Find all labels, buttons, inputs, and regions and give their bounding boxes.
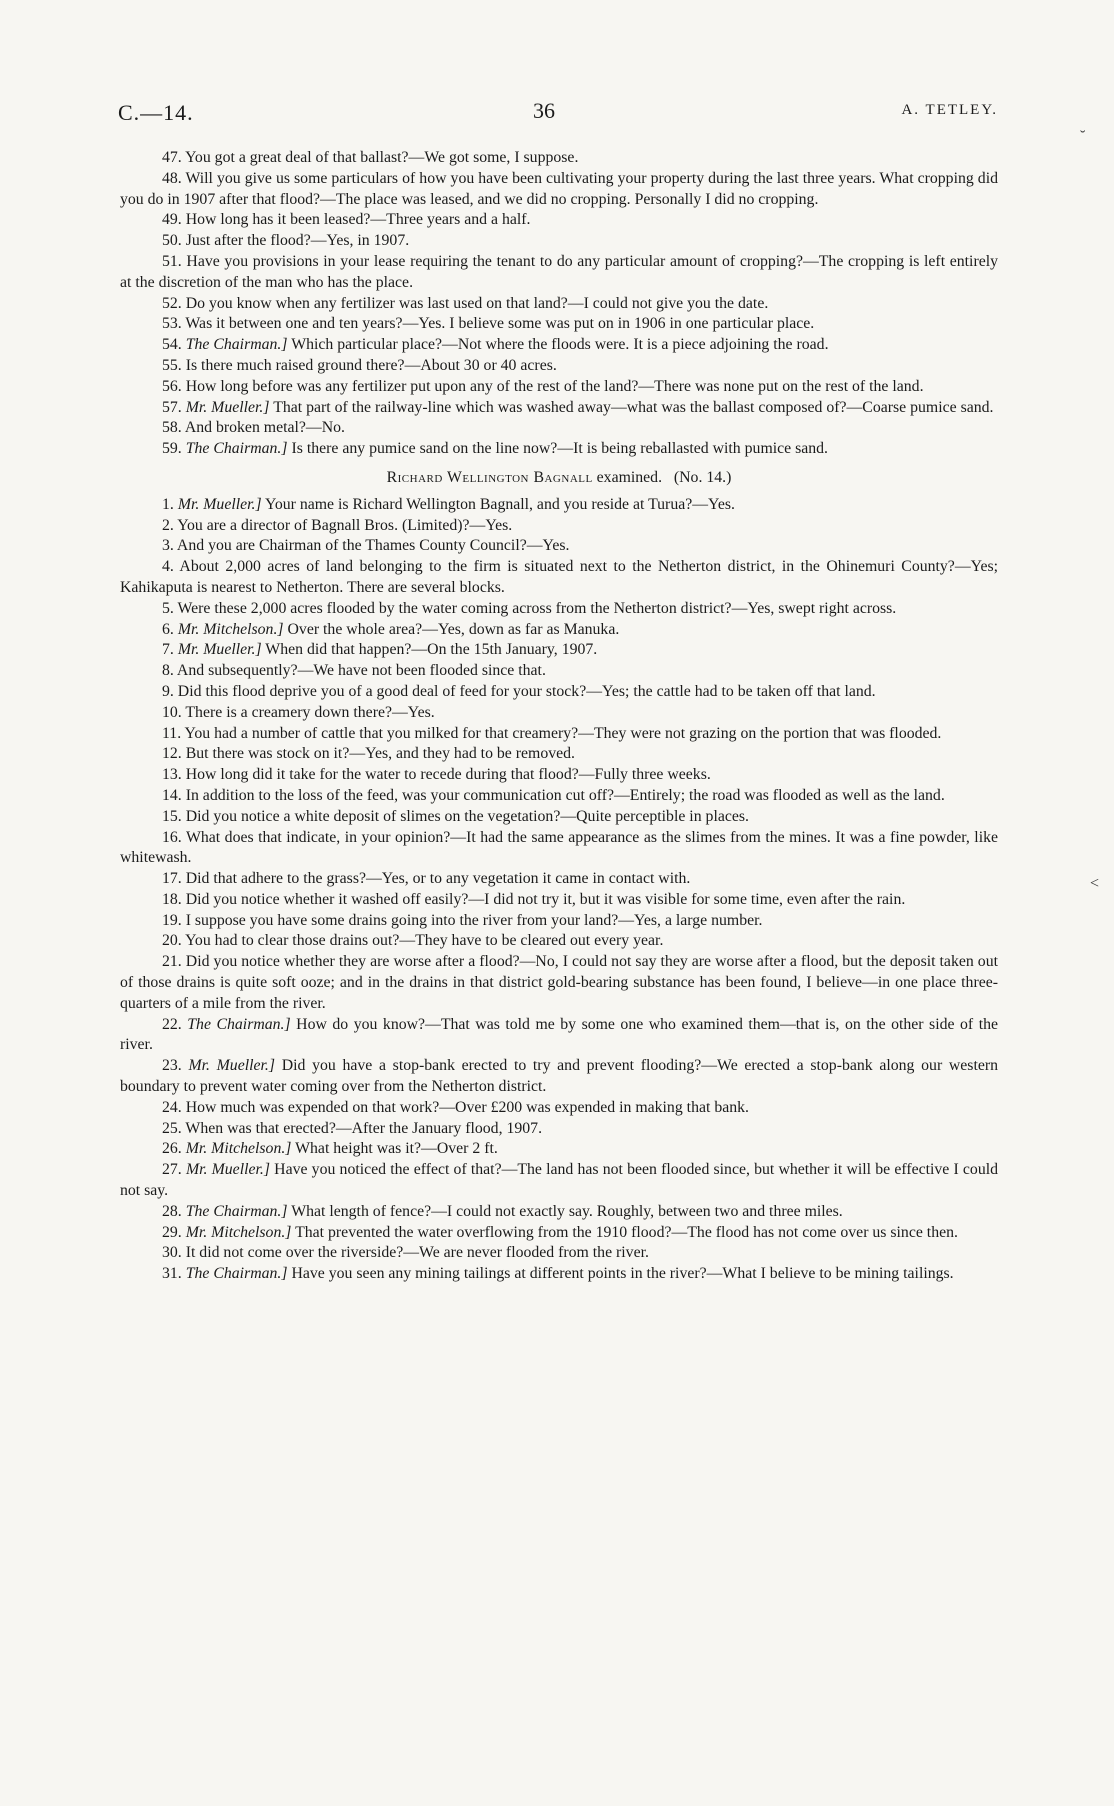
- question-answer-text: 19. I suppose you have some drains going into the river from your land?—Yes, a large number.: [162, 911, 763, 929]
- question-answer-text: 49. How long has it been leased?—Three years and a half.: [162, 211, 531, 229]
- question-answer-text: 30. It did not come over the riverside?—We are never flooded from the river.: [162, 1244, 649, 1262]
- question-answer-text: That part of the railway-line which was washed away—what was the ballast composed of?—Coarse pumice sand.: [273, 398, 994, 416]
- question-answer-text: 2. You are a director of Bagnall Bros. (Limited)?—Yes.: [162, 516, 513, 534]
- testimony-paragraph: [120, 807, 998, 828]
- testimony-paragraph: [120, 620, 998, 641]
- question-answer-text: 17. Did that adhere to the grass?—Yes, or to any vegetation it came in contact with.: [162, 870, 691, 888]
- testimony-paragraph: [120, 210, 998, 231]
- question-answer-text: 53. Was it between one and ten years?—Yes. I believe some was put on in 1906 in one particular place.: [162, 315, 815, 333]
- witness-2-testimony: [120, 495, 998, 1285]
- testimony-paragraph: [120, 356, 998, 377]
- testimony-paragraph: [120, 398, 998, 419]
- question-number: 23.: [162, 1057, 182, 1075]
- testimony-paragraph: [120, 169, 998, 211]
- question-answer-text: 11. You had a number of cattle that you milked for that creamery?—They were not grazing on the portion that was flooded.: [162, 724, 942, 742]
- question-answer-text: Did you have a stop-bank erected to try and prevent flooding?—We erected a stop-bank along our western boundary to prevent water coming over from the Netherton district.: [120, 1057, 999, 1096]
- question-answer-text: 58. And broken metal?—No.: [162, 419, 345, 437]
- speaker-label: Mr. Mueller.]: [177, 641, 262, 659]
- question-answer-text: When did that happen?—On the 15th January, 1907.: [265, 641, 598, 659]
- question-answer-text: How do you know?—That was told me by some one who examined them—that is, on the other side of the river.: [120, 1015, 998, 1054]
- question-number: 26.: [162, 1140, 182, 1158]
- speaker-label: The Chairman.]: [185, 1265, 288, 1283]
- question-answer-text: Over the whole area?—Yes, down as far as Manuka.: [287, 620, 620, 638]
- testimony-paragraph: [120, 314, 998, 335]
- speaker-label: The Chairman.]: [185, 1202, 288, 1220]
- question-answer-text: Have you seen any mining tailings at different points in the river?—What I believe to be mining tailings.: [291, 1265, 954, 1283]
- examined-label: examined.: [596, 468, 663, 486]
- testimony-paragraph: [120, 557, 998, 599]
- question-number: 57.: [162, 398, 182, 416]
- testimony-paragraph: [120, 1056, 998, 1098]
- margin-mark: ˘: [1080, 128, 1086, 145]
- question-number: 27.: [162, 1161, 182, 1179]
- question-answer-text: 13. How long did it take for the water to recede during that flood?—Fully three weeks.: [162, 766, 711, 784]
- testimony-paragraph: [120, 1264, 998, 1285]
- testimony-paragraph: [120, 661, 998, 682]
- testimony-paragraph: [120, 252, 998, 294]
- speaker-label: Mr. Mitchelson.]: [185, 1140, 292, 1158]
- testimony-paragraph: [120, 536, 998, 557]
- question-number: 29.: [162, 1223, 182, 1241]
- testimony-paragraph: [120, 495, 998, 516]
- testimony-paragraph: [120, 148, 998, 169]
- testimony-paragraph: [120, 682, 998, 703]
- testimony-paragraph: [120, 703, 998, 724]
- question-number: 31.: [162, 1265, 182, 1283]
- question-number: 59.: [162, 440, 182, 458]
- question-answer-text: 51. Have you provisions in your lease requiring the tenant to do any particular amount of cropping?—The cropping is left entirely at the discretion of the man who has the place.: [120, 252, 998, 291]
- question-answer-text: 10. There is a creamery down there?—Yes.: [162, 703, 435, 721]
- margin-mark: ˂: [1090, 875, 1100, 892]
- testimony-paragraph: [120, 1098, 998, 1119]
- testimony-paragraph: [120, 724, 998, 745]
- question-answer-text: Is there any pumice sand on the line now?—It is being reballasted with pumice sand.: [291, 440, 828, 458]
- question-answer-text: 5. Were these 2,000 acres flooded by the water coming across from the Netherton district?—Yes, swept right across.: [162, 599, 897, 617]
- testimony-paragraph: [120, 599, 998, 620]
- testimony-paragraph: [120, 1223, 998, 1244]
- witness-number: (No. 14.): [673, 468, 732, 486]
- question-answer-text: 20. You had to clear those drains out?—They have to be cleared out every year.: [162, 932, 664, 950]
- testimony-paragraph: [120, 1015, 998, 1057]
- question-answer-text: 24. How much was expended on that work?—Over £200 was expended in making that bank.: [162, 1098, 749, 1116]
- speaker-label: Mr. Mueller.]: [185, 398, 270, 416]
- testimony-paragraph: [120, 869, 998, 890]
- question-answer-text: What height was it?—Over 2 ft.: [295, 1140, 498, 1158]
- question-answer-text: 52. Do you know when any fertilizer was last used on that land?—I could not give you the date.: [162, 294, 769, 312]
- testimony-paragraph: [120, 1160, 998, 1202]
- testimony-paragraph: [120, 828, 998, 870]
- question-answer-text: 12. But there was stock on it?—Yes, and they had to be removed.: [162, 745, 575, 763]
- question-answer-text: 9. Did this flood deprive you of a good deal of feed for your stock?—Yes; the cattle had to be taken off that land.: [162, 682, 876, 700]
- question-answer-text: 21. Did you notice whether they are worse after a flood?—No, I could not say they are worse after a flood, but the deposit taken out of those drains is quite soft ooze; and in the drains in that district gold-bearing substance has been found, I believe—in one place three-quarters of a mile from the river.: [120, 953, 998, 1012]
- testimony-paragraph: [120, 231, 998, 252]
- question-answer-text: 4. About 2,000 acres of land belonging to the firm is situated next to the Netherton district, in the Ohinemuri County?—Yes; Kahikaputa is nearest to Netherton. There are several blocks.: [120, 558, 998, 596]
- question-answer-text: 14. In addition to the loss of the feed, was your communication cut off?—Entirely; the road was flooded as well as the land.: [162, 786, 945, 804]
- document-body: [120, 148, 998, 1285]
- question-answer-text: 56. How long before was any fertilizer put upon any of the rest of the land?—There was none put on the rest of the land.: [162, 377, 924, 395]
- question-answer-text: 55. Is there much raised ground there?—About 30 or 40 acres.: [162, 356, 557, 374]
- header-paper-number: C.—14.: [118, 100, 194, 125]
- header-witness-name: A. TETLEY.: [901, 102, 998, 118]
- speaker-label: Mr. Mueller.]: [185, 1161, 270, 1179]
- question-number: 22.: [162, 1015, 182, 1033]
- speaker-label: Mr. Mueller.]: [188, 1057, 275, 1075]
- section-heading: [120, 468, 998, 489]
- testimony-paragraph: [120, 931, 998, 952]
- question-answer-text: 8. And subsequently?—We have not been flooded since that.: [162, 662, 546, 680]
- speaker-label: The Chairman.]: [187, 1015, 291, 1033]
- testimony-paragraph: [120, 786, 998, 807]
- witness-1-testimony: [120, 148, 998, 460]
- testimony-paragraph: [120, 1119, 998, 1140]
- question-number: 54.: [162, 336, 182, 354]
- testimony-paragraph: [120, 439, 998, 460]
- page-header: [118, 100, 998, 130]
- question-answer-text: 50. Just after the flood?—Yes, in 1907.: [162, 232, 410, 250]
- testimony-paragraph: [120, 1202, 998, 1223]
- witness-name: Richard Wellington Bagnall: [386, 468, 593, 486]
- question-number: 1.: [162, 495, 174, 513]
- speaker-label: The Chairman.]: [185, 336, 288, 354]
- question-answer-text: That prevented the water overflowing from the 1910 flood?—The flood has not come over us since then.: [295, 1223, 958, 1241]
- header-page-number: 36: [533, 98, 555, 123]
- question-answer-text: 47. You got a great deal of that ballast?—We got some, I suppose.: [162, 149, 579, 166]
- testimony-paragraph: [120, 1139, 998, 1160]
- question-answer-text: 15. Did you notice a white deposit of slimes on the vegetation?—Quite perceptible in places.: [162, 807, 749, 825]
- testimony-paragraph: [120, 911, 998, 932]
- testimony-paragraph: [120, 952, 998, 1014]
- question-answer-text: 3. And you are Chairman of the Thames County Council?—Yes.: [162, 537, 570, 555]
- question-number: 7.: [162, 641, 174, 659]
- question-answer-text: Have you noticed the effect of that?—The land has not been flooded since, but whether it will be effective I could not say.: [120, 1161, 999, 1200]
- testimony-paragraph: [120, 294, 998, 315]
- testimony-paragraph: [120, 640, 998, 661]
- question-number: 28.: [162, 1202, 182, 1220]
- testimony-paragraph: [120, 765, 998, 786]
- speaker-label: Mr. Mueller.]: [177, 495, 262, 513]
- testimony-paragraph: [120, 890, 998, 911]
- question-answer-text: What length of fence?—I could not exactly say. Roughly, between two and three miles.: [291, 1202, 843, 1220]
- testimony-paragraph: [120, 335, 998, 356]
- question-answer-text: 48. Will you give us some particulars of how you have been cultivating your property during the last three years. What cropping did you do in 1907 after that flood?—The place was leased, and we did no cropping. Personally I did no cropping.: [120, 169, 998, 208]
- speaker-label: Mr. Mitchelson.]: [185, 1223, 292, 1241]
- testimony-paragraph: [120, 418, 998, 439]
- question-answer-text: Which particular place?—Not where the floods were. It is a piece adjoining the road.: [291, 336, 829, 354]
- question-answer-text: 25. When was that erected?—After the January flood, 1907.: [162, 1119, 543, 1137]
- question-answer-text: 18. Did you notice whether it washed off easily?—I did not try it, but it was visible for some time, even after the rain.: [162, 890, 906, 908]
- testimony-paragraph: [120, 516, 998, 537]
- testimony-paragraph: [120, 377, 998, 398]
- speaker-label: The Chairman.]: [185, 440, 288, 458]
- testimony-paragraph: [120, 744, 998, 765]
- question-answer-text: Your name is Richard Wellington Bagnall, and you reside at Turua?—Yes.: [265, 495, 735, 513]
- question-answer-text: 16. What does that indicate, in your opinion?—It had the same appearance as the slimes from the mines. It was a fine powder, like whitewash.: [120, 828, 998, 867]
- question-number: 6.: [162, 620, 174, 638]
- testimony-paragraph: [120, 1243, 998, 1264]
- speaker-label: Mr. Mitchelson.]: [177, 620, 284, 638]
